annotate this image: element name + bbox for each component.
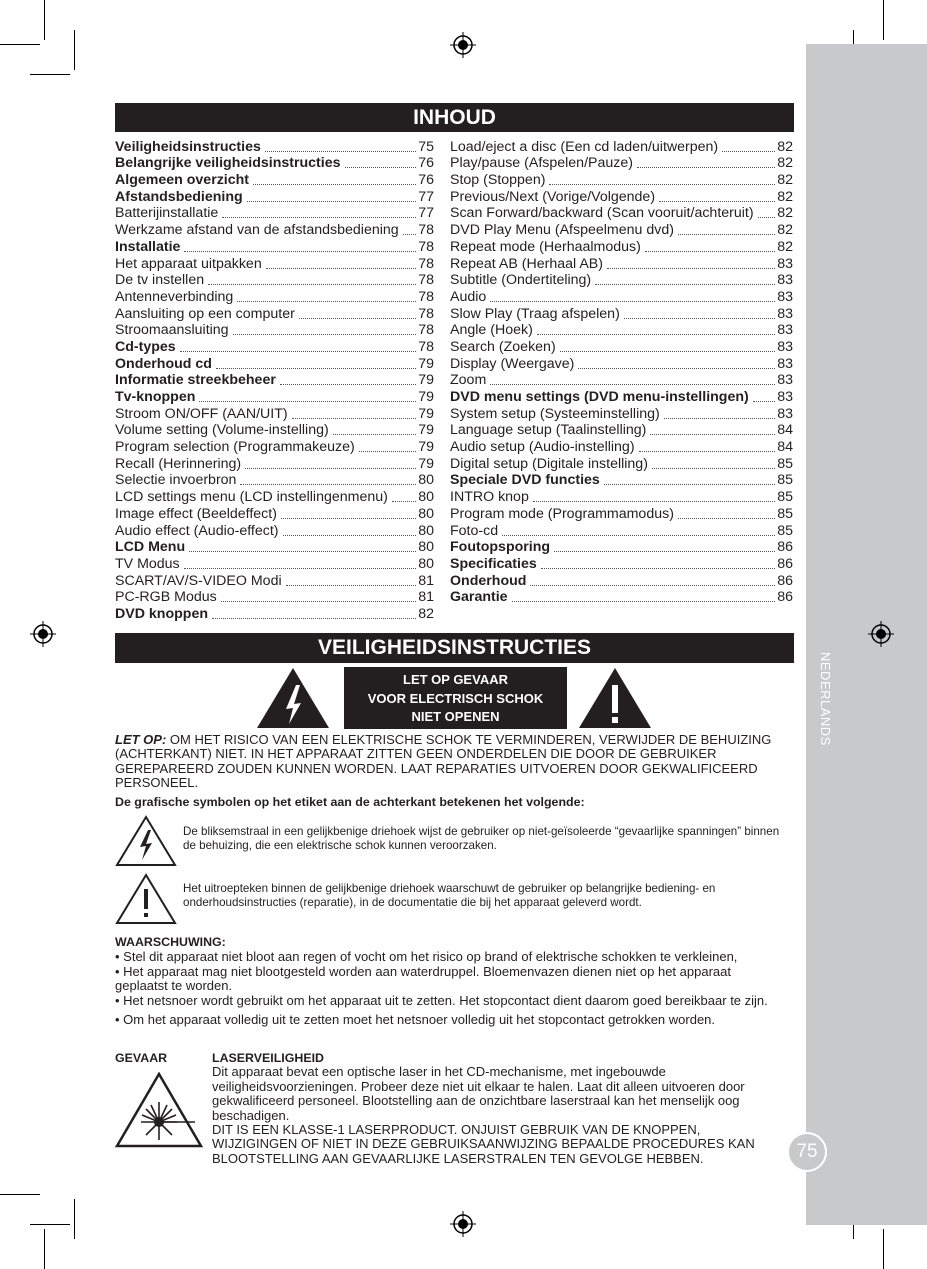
toc-leader-dots: [678, 518, 775, 519]
toc-entry[interactable]: [115, 539, 434, 556]
toc-leader-dots: [664, 418, 775, 419]
crop-mark: [44, 0, 45, 40]
registration-mark-icon: [450, 32, 476, 58]
toc-entry-page: 85: [777, 472, 793, 489]
registration-mark-icon: [30, 621, 56, 647]
toc-leader-dots: [722, 151, 775, 152]
toc-entry-page: 82: [777, 138, 793, 155]
toc-entry-page: 79: [418, 439, 434, 456]
toc-entry-page: 82: [418, 605, 434, 622]
toc-leader-dots: [280, 384, 416, 385]
toc-entry-page: 82: [777, 205, 793, 222]
toc-entry[interactable]: [115, 305, 434, 322]
toc-entry-title: Volume setting (Volume-instelling): [115, 422, 329, 439]
toc-entry[interactable]: [115, 505, 434, 522]
toc-leader-dots: [490, 384, 775, 385]
toc-entry[interactable]: [450, 322, 793, 339]
toc-entry-page: 85: [777, 505, 793, 522]
exclamation-warning-icon: [578, 667, 652, 729]
laser-text: Dit apparaat bevat een optische laser in het CD-mechanisme, met ingebouwde veiligheidsvoorzieningen. Probeer deze niet uit elkaar te halen. Laat dit alleen uitvoeren door gekwalificeerd personeel. Blootstelling aan de onzichtbare laserstraal kan het menselijk oog beschadigen.: [212, 1064, 745, 1123]
toc-leader-dots: [247, 201, 417, 202]
toc-leader-dots: [199, 401, 416, 402]
toc-leader-dots: [283, 535, 417, 536]
toc-entry[interactable]: [450, 255, 793, 272]
toc-entry-page: 83: [777, 372, 793, 389]
toc-entry[interactable]: [115, 322, 434, 339]
warning-item: • Het apparaat mag niet blootgesteld worden aan waterdruppel. Bloemenvazen dienen niet op het apparaat geplaatst te worden.: [115, 963, 731, 993]
toc-entry[interactable]: [450, 505, 793, 522]
toc-entry[interactable]: [115, 255, 434, 272]
toc-entry-title: Recall (Herinnering): [115, 455, 242, 472]
toc-entry-page: 79: [418, 372, 434, 389]
toc-entry[interactable]: [115, 605, 434, 622]
toc-entry-page: 81: [418, 572, 434, 589]
danger-label: GEVAAR: [115, 1051, 168, 1065]
toc-entry-title: Audio setup (Audio-instelling): [450, 439, 635, 456]
warning-line: VOOR ELECTRISCH SCHOK: [367, 690, 544, 706]
toc-entry-page: 82: [777, 188, 793, 205]
toc-entry[interactable]: [115, 238, 434, 255]
toc-entry-title: Language setup (Taalinstelling): [450, 422, 647, 439]
toc-leader-dots: [286, 585, 417, 586]
toc-entry-page: 81: [418, 589, 434, 606]
toc-entry-title: SCART/AV/S-VIDEO Modi: [115, 572, 282, 589]
laser-section: [212, 1051, 780, 1166]
warning-box: [344, 667, 567, 729]
toc-entry-title: Algemeen overzicht: [115, 172, 250, 189]
toc-entry-page: 79: [418, 389, 434, 405]
toc-leader-dots: [345, 167, 417, 168]
toc-entry-title: Afstandsbediening: [115, 188, 243, 205]
toc-entry[interactable]: [115, 438, 434, 455]
toc-entry[interactable]: [450, 272, 793, 289]
lightning-symbol-icon: [115, 815, 177, 867]
toc-entry-title: TV Modus: [115, 555, 180, 572]
toc-leader-dots: [253, 184, 416, 185]
toc-entry-title: DVD knoppen: [115, 605, 209, 622]
toc-leader-dots: [541, 568, 775, 569]
toc-leader-dots: [333, 434, 417, 435]
toc-right-column: [450, 138, 793, 605]
warning-title: WAARSCHUWING:: [115, 935, 226, 949]
toc-entry-title: LCD settings menu (LCD instellingenmenu): [115, 489, 388, 506]
toc-entry[interactable]: [115, 555, 434, 572]
safety-title-bar: [115, 633, 794, 663]
toc-entry-title: Previous/Next (Vorige/Volgende): [450, 188, 656, 205]
caution-text: OM HET RISICO VAN EEN ELEKTRISCHE SCHOK TE VERMINDEREN, VERWIJDER DE BEHUIZING (ACHTERKANT) NIET. IN HET APPARAAT ZITTEN GEEN ONDERDELEN DIE DOOR DE GEBRUIKER GEREPAREERD ZOUDEN KUNNEN WORDEN. LAAT REPARATIES UITVOEREN DOOR GEKWALIFICEERD PERSONEEL.: [115, 732, 772, 791]
lightning-warning-icon: [256, 667, 330, 729]
toc-entry-page: 83: [777, 272, 793, 289]
exclamation-symbol-icon: [115, 873, 177, 925]
toc-leader-dots: [403, 234, 417, 235]
toc-entry[interactable]: [115, 188, 434, 205]
page-number: 75: [787, 1132, 827, 1172]
crop-mark: [30, 1224, 70, 1225]
toc-entry[interactable]: [115, 388, 434, 405]
toc-entry-title: Het apparaat uitpakken: [115, 255, 262, 272]
toc-entry-page: 86: [777, 555, 793, 572]
toc-leader-dots: [184, 568, 417, 569]
toc-entry-title: Selectie invoerbron: [115, 472, 237, 489]
toc-leader-dots: [221, 601, 417, 602]
toc-leader-dots: [560, 351, 776, 352]
crop-mark: [74, 30, 75, 70]
toc-entry-title: Foutopsporing: [450, 539, 551, 556]
toc-leader-dots: [533, 501, 775, 502]
toc-entry-page: 75: [418, 138, 434, 155]
toc-entry[interactable]: [115, 338, 434, 355]
toc-entry[interactable]: [115, 205, 434, 222]
toc-leader-dots: [180, 351, 417, 352]
toc-leader-dots: [637, 167, 775, 168]
toc-entry-page: 85: [777, 489, 793, 506]
toc-entry-title: Scan Forward/backward (Scan vooruit/achteruit): [450, 205, 754, 222]
toc-entry[interactable]: [450, 238, 793, 255]
toc-leader-dots: [222, 217, 416, 218]
toc-entry[interactable]: [450, 355, 793, 372]
toc-entry-title: DVD menu settings (DVD menu-instellingen): [450, 389, 749, 405]
toc-entry[interactable]: [115, 171, 434, 188]
toc-leader-dots: [753, 401, 775, 402]
toc-entry-title: Onderhoud cd: [115, 355, 212, 372]
toc-entry-page: 78: [418, 255, 434, 272]
toc-leader-dots: [233, 334, 417, 335]
toc-entry-title: LCD Menu: [115, 539, 186, 556]
toc-entry-title: Installatie: [115, 238, 181, 255]
toc-leader-dots: [245, 468, 416, 469]
toc-leader-dots: [266, 268, 417, 269]
toc-entry[interactable]: [450, 388, 793, 405]
toc-leader-dots: [359, 451, 417, 452]
toc-entry-page: 80: [418, 505, 434, 522]
crop-mark: [30, 74, 70, 75]
toc-entry-title: Werkzame afstand van de afstandsbediening: [115, 222, 399, 239]
registration-mark-icon: [450, 1211, 476, 1237]
toc-entry-page: 82: [777, 222, 793, 239]
toc-entry-page: 85: [777, 522, 793, 539]
toc-entry[interactable]: [115, 355, 434, 372]
toc-entry-title: PC-RGB Modus: [115, 589, 217, 606]
toc-entry-page: 83: [777, 288, 793, 305]
toc-leader-dots: [208, 284, 416, 285]
toc-entry[interactable]: [115, 422, 434, 439]
caution-label: LET OP:: [115, 732, 167, 747]
toc-entry-page: 78: [418, 322, 434, 339]
toc-entry[interactable]: [450, 488, 793, 505]
toc-entry[interactable]: [450, 188, 793, 205]
toc-leader-dots: [216, 368, 416, 369]
toc-entry-page: 78: [418, 272, 434, 289]
toc-leader-dots: [758, 217, 776, 218]
toc-entry-title: Audio effect (Audio-effect): [115, 522, 279, 539]
warning-item: • Stel dit apparaat niet bloot aan regen of vocht om het risico op brand of elektrische schokken te verkleinen,: [115, 949, 738, 964]
toc-entry-page: 80: [418, 472, 434, 489]
toc-entry-title: Informatie streekbeheer: [115, 372, 276, 389]
toc-entry-title: Antenneverbinding: [115, 288, 234, 305]
toc-leader-dots: [299, 318, 416, 319]
toc-entry-title: Tv-knoppen: [115, 389, 196, 405]
toc-entry[interactable]: [450, 138, 793, 155]
toc-entry-title: Foto-cd: [450, 522, 499, 539]
toc-entry[interactable]: [450, 305, 793, 322]
toc-entry[interactable]: [115, 522, 434, 539]
crop-mark: [74, 1199, 75, 1239]
toc-entry-title: Stroomaansluiting: [115, 322, 229, 339]
toc-entry-title: Stroom ON/OFF (AAN/UIT): [115, 405, 288, 422]
toc-entry[interactable]: [115, 138, 434, 155]
toc-leader-dots: [292, 418, 417, 419]
toc-entry-page: 85: [777, 455, 793, 472]
toc-entry-title: Image effect (Beeldeffect): [115, 505, 277, 522]
toc-entry[interactable]: [115, 372, 434, 389]
toc-leader-dots: [212, 618, 416, 619]
toc-entry-title: Cd-types: [115, 338, 176, 355]
toc-title: INHOUD: [413, 106, 496, 129]
warning-item: • Het netsnoer wordt gebruikt om het apparaat uit te zetten. Het stopcontact dient daarom goed bereikbaar te zijn.: [115, 992, 768, 1008]
toc-leader-dots: [604, 484, 775, 485]
toc-entry-page: 83: [777, 338, 793, 355]
toc-entry[interactable]: [450, 539, 793, 556]
toc-entry[interactable]: [115, 589, 434, 606]
crop-mark: [883, 0, 884, 40]
toc-entry[interactable]: [450, 221, 793, 238]
toc-entry-page: 78: [418, 238, 434, 255]
toc-entry-title: Digital setup (Digitale instelling): [450, 455, 648, 472]
toc-entry-page: 86: [777, 572, 793, 589]
toc-entry[interactable]: [450, 438, 793, 455]
exclamation-symbol-text: Het uitroepteken binnen de gelijkbenige driehoek waarschuwt de gebruiker op belangrijke bediening- en onderhoudsinstructies (reparatie), in de documentatie die bij het apparaat geleverd wordt.: [183, 882, 716, 909]
toc-entry-page: 80: [418, 522, 434, 539]
toc-entry[interactable]: [115, 272, 434, 289]
toc-entry[interactable]: [450, 522, 793, 539]
toc-entry-page: 78: [418, 305, 434, 322]
registration-mark-icon: [868, 621, 894, 647]
toc-leader-dots: [281, 518, 416, 519]
toc-entry-page: 83: [777, 405, 793, 422]
toc-entry[interactable]: [115, 472, 434, 489]
toc-entry-title: Belangrijke veiligheidsinstructies: [115, 155, 341, 172]
toc-entry[interactable]: [450, 405, 793, 422]
toc-entry-page: 82: [777, 238, 793, 255]
toc-entry-title: Search (Zoeken): [450, 338, 556, 355]
toc-entry[interactable]: [115, 155, 434, 172]
toc-leader-dots: [490, 301, 775, 302]
toc-entry-title: Aansluiting op een computer: [115, 305, 295, 322]
toc-entry-page: 80: [418, 489, 434, 506]
toc-entry-title: Audio: [450, 288, 487, 305]
toc-entry-title: Program mode (Programmamodus): [450, 505, 674, 522]
crop-mark: [44, 1229, 45, 1269]
toc-leader-dots: [237, 301, 416, 302]
toc-leader-dots: [678, 234, 775, 235]
toc-entry-title: Angle (Hoek): [450, 322, 533, 339]
toc-entry[interactable]: [450, 171, 793, 188]
toc-entry-title: Specificaties: [450, 555, 537, 572]
toc-entry-page: 83: [777, 305, 793, 322]
toc-entry-page: 79: [418, 355, 434, 372]
toc-entry-title: Batterijinstallatie: [115, 205, 219, 222]
toc-entry-page: 79: [418, 422, 434, 439]
crop-mark: [0, 44, 40, 45]
toc-leader-dots: [530, 585, 775, 586]
laser-title: LASERVEILIGHEID: [212, 1051, 324, 1065]
toc-leader-dots: [650, 434, 775, 435]
toc-entry-title: DVD Play Menu (Afspeelmenu dvd): [450, 222, 674, 239]
toc-entry-page: 80: [418, 539, 434, 556]
warning-list: [115, 950, 785, 1028]
toc-entry-page: 84: [777, 439, 793, 456]
warning-line: NIET OPENEN: [411, 709, 500, 724]
toc-leader-dots: [554, 551, 775, 552]
toc-entry-page: 77: [418, 205, 434, 222]
toc-entry-title: System setup (Systeeminstelling): [450, 405, 660, 422]
crop-mark: [883, 1229, 884, 1269]
toc-entry[interactable]: [115, 288, 434, 305]
laser-warning-icon: [115, 1072, 203, 1148]
toc-leader-dots: [645, 251, 775, 252]
toc-entry[interactable]: [115, 221, 434, 238]
toc-entry-page: 83: [777, 255, 793, 272]
toc-entry[interactable]: [450, 372, 793, 389]
toc-entry[interactable]: [450, 472, 793, 489]
toc-leader-dots: [512, 601, 776, 602]
toc-entry-page: 83: [777, 355, 793, 372]
toc-entry-page: 84: [777, 422, 793, 439]
toc-entry-title: Display (Weergave): [450, 355, 575, 372]
toc-leader-dots: [240, 484, 416, 485]
lightning-symbol-text: De bliksemstraal in een gelijkbenige driehoek wijst de gebruiker op niet-geïsoleerde “gevaarlijke spanningen” binnen de behuizing, die een elektrische schok kunnen veroorzaken.: [183, 825, 780, 852]
toc-entry-page: 82: [777, 155, 793, 172]
toc-entry-title: Play/pause (Afspelen/Pauze): [450, 155, 633, 172]
warning-item: • Om het apparaat volledig uit te zetten moet het netsnoer volledig uit het stopcontact getrokken worden.: [115, 1012, 716, 1027]
toc-entry-page: 86: [777, 539, 793, 556]
toc-entry-title: Program selection (Programmakeuze): [115, 439, 355, 456]
toc-entry-page: 79: [418, 405, 434, 422]
toc-entry-page: 76: [418, 155, 434, 172]
toc-entry[interactable]: [450, 555, 793, 572]
toc-title-bar: [115, 103, 794, 132]
toc-leader-dots: [607, 268, 775, 269]
toc-entry-title: Veiligheidsinstructies: [115, 138, 261, 155]
side-tab: [806, 44, 927, 1225]
toc-leader-dots: [595, 284, 775, 285]
language-label: NEDERLANDS: [818, 652, 833, 746]
toc-entry-title: Garantie: [450, 589, 508, 606]
toc-entry[interactable]: [450, 589, 793, 606]
symbols-heading: De grafische symbolen op het etiket aan de achterkant betekenen het volgende:: [115, 795, 585, 809]
toc-leader-dots: [578, 368, 775, 369]
toc-entry[interactable]: [450, 205, 793, 222]
toc-entry-title: Speciale DVD functies: [450, 472, 600, 489]
toc-leader-dots: [265, 151, 416, 152]
toc-entry[interactable]: [450, 572, 793, 589]
toc-entry[interactable]: [450, 288, 793, 305]
toc-entry-page: 80: [418, 555, 434, 572]
toc-entry-page: 79: [418, 455, 434, 472]
toc-entry[interactable]: [115, 455, 434, 472]
toc-entry-title: Load/eject a disc (Een cd laden/uitwerpen): [450, 138, 719, 155]
toc-entry-title: Onderhoud: [450, 572, 527, 589]
toc-entry[interactable]: [450, 455, 793, 472]
toc-entry[interactable]: [450, 422, 793, 439]
toc-entry-page: 82: [777, 172, 793, 189]
laser-caps: DIT IS EEN KLASSE-1 LASERPRODUCT. ONJUIST GEBRUIK VAN DE KNOPPEN, WIJZIGINGEN OF NIET IN DEZE GEBRUIKSAANWIJZING BEPAALDE PROCEDURES KAN BLOOTSTELLING AAN GEVAARLIJKE LASERSTRALEN TEN GEVOLGE HEBBEN.: [212, 1122, 755, 1166]
safety-title: VEILIGHEIDSINSTRUCTIES: [317, 636, 592, 659]
toc-entry-page: 76: [418, 172, 434, 189]
toc-entry-page: 78: [418, 222, 434, 239]
toc-entry-title: Zoom: [450, 372, 487, 389]
toc-entry-title: INTRO knop: [450, 489, 529, 506]
toc-leader-dots: [659, 201, 775, 202]
toc-entry-page: 78: [418, 288, 434, 305]
toc-leader-dots: [184, 251, 416, 252]
toc-entry-title: Slow Play (Traag afspelen): [450, 305, 620, 322]
toc-leader-dots: [652, 468, 775, 469]
toc-leader-dots: [189, 551, 416, 552]
toc-entry-page: 77: [418, 188, 434, 205]
toc-entry[interactable]: [115, 488, 434, 505]
toc-entry-title: Subtitle (Ondertiteling): [450, 272, 592, 289]
toc-entry-title: Stop (Stoppen): [450, 172, 546, 189]
toc-entry-page: 86: [777, 589, 793, 606]
caution-paragraph: [115, 733, 785, 791]
toc-leader-dots: [639, 451, 776, 452]
toc-entry[interactable]: [450, 338, 793, 355]
toc-leader-dots: [624, 318, 775, 319]
toc-entry-title: De tv instellen: [115, 272, 205, 289]
toc-entry[interactable]: [115, 405, 434, 422]
toc-entry-page: 83: [777, 389, 793, 405]
toc-entry-page: 78: [418, 338, 434, 355]
toc-entry-title: Repeat mode (Herhaalmodus): [450, 238, 641, 255]
toc-leader-dots: [502, 535, 775, 536]
toc-leader-dots: [392, 501, 416, 502]
toc-entry[interactable]: [450, 155, 793, 172]
toc-leader-dots: [549, 184, 775, 185]
warning-line: LET OP GEVAAR: [403, 672, 508, 687]
toc-leader-dots: [537, 334, 775, 335]
toc-entry[interactable]: [115, 572, 434, 589]
toc-entry-title: Repeat AB (Herhaal AB): [450, 255, 603, 272]
toc-entry-page: 83: [777, 322, 793, 339]
toc-left-column: [115, 138, 434, 622]
crop-mark: [0, 1194, 40, 1195]
